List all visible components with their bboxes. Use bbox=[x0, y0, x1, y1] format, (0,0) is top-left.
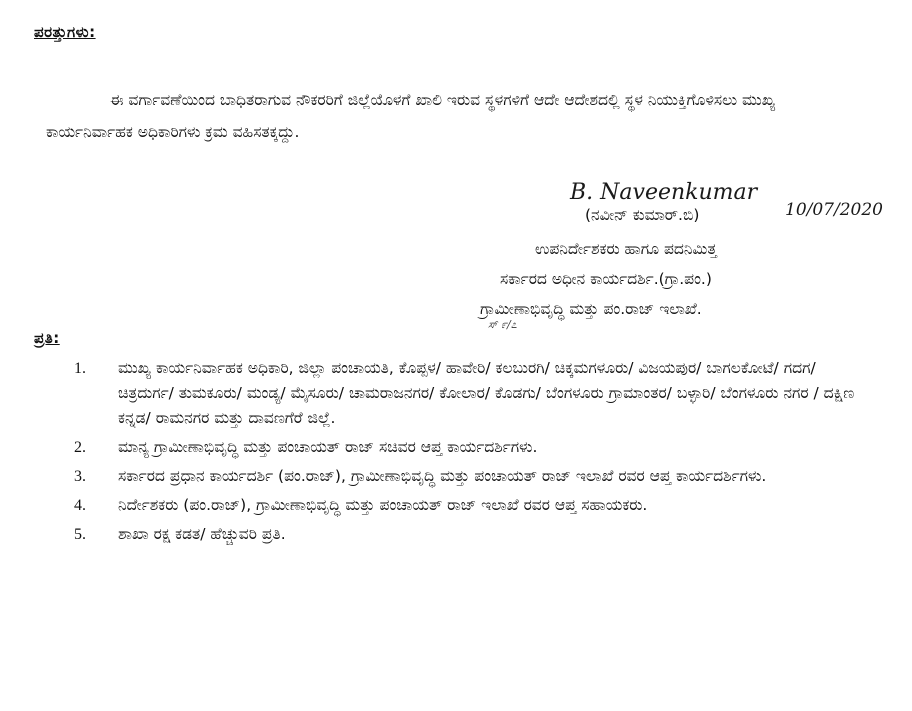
list-item bbox=[74, 464, 874, 489]
list-item bbox=[74, 356, 874, 431]
designation-line-2: ಸರ್ಕಾರದ ಅಧೀನ ಕಾರ್ಯದರ್ಶಿ.(ಗ್ರಾ.ಪಂ.) bbox=[500, 270, 712, 288]
list-item-number: 1. bbox=[74, 360, 86, 377]
handwritten-signature: B. Naveenkumar bbox=[570, 180, 758, 205]
references-heading: ಪರತ್ತುಗಳು: bbox=[34, 23, 96, 41]
designation-line-3: ಗ್ರಾಮೀಣಾಭಿವೃದ್ಧಿ ಮತ್ತು ಪಂ.ರಾಜ್ ಇಲಾಖೆ. bbox=[480, 300, 702, 318]
list-item-number: 4. bbox=[74, 497, 86, 514]
body-paragraph: ಈ ವರ್ಗಾವಣೆಯಿಂದ ಬಾಧಿತರಾಗುವ ನೌಕರರಿಗೆ ಜಿಲ್ಲೆಯೊಳಗೆ ಖಾಲಿ ಇರುವ ಸ್ಥಳಗಳಿಗೆ ಆದೇ ಆದೇಶದಲ್ಲಿ ಸ್ಥಳ ನಿಯುಕ್ತಿಗೊಳಿಸಲು ಮುಖ್ಯ ಕಾರ್ಯನಿರ್ವಾಹಕ ಅಧಿಕಾರಿಗಳು ಕ್ರಮ ವಹಿಸತಕ್ಕದ್ದು. bbox=[46, 91, 776, 141]
handwritten-initials: ಸ್ ೯/೭ bbox=[488, 318, 517, 331]
list-item-number: 3. bbox=[74, 468, 86, 485]
signature-date: 10/07/2020 bbox=[785, 200, 883, 220]
copies-list bbox=[74, 356, 874, 551]
list-item-text: ಮಾನ್ಯ ಗ್ರಾಮೀಣಾಭಿವೃದ್ಧಿ ಮತ್ತು ಪಂಚಾಯತ್ ರಾಜ್ ಸಚಿವರ ಆಪ್ತ ಕಾರ್ಯದರ್ಶಿಗಳು. bbox=[118, 438, 538, 456]
list-item-text: ಮುಖ್ಯ ಕಾರ್ಯನಿರ್ವಾಹಕ ಅಧಿಕಾರಿ, ಜಿಲ್ಲಾ ಪಂಚಾಯತಿ, ಕೊಪ್ಪಳ/ ಹಾವೇರಿ/ ಕಲಬುರಗಿ/ ಚಿಕ್ಕಮಗಳೂರು/ ವಿಜಯಪುರ/ ಬಾಗಲಕೋಟೆ/ ಗದಗ/ ಚಿತ್ರದುರ್ಗ/ ತುಮಕೂರು/ ಮಂಡ್ಯ/ ಮೈಸೂರು/ ಚಾಮರಾಜನಗರ/ ಕೋಲಾರ/ ಕೊಡಗು/ ಬೆಂಗಳೂರು ಗ್ರಾಮಾಂತರ/ ಬಳ್ಳಾರಿ/ ಬೆಂಗಳೂರು ನಗರ / ದಕ್ಷಿಣ ಕನ್ನಡ/ ರಾಮನಗರ ಮತ್ತು ದಾವಣಗೆರೆ ಜಿಲ್ಲೆ. bbox=[118, 359, 855, 427]
list-item bbox=[74, 435, 874, 460]
signatory-name: (ನವೀನ್ ಕುಮಾರ್.ಬಿ) bbox=[585, 206, 700, 224]
list-item-text: ಶಾಖಾ ರಕ್ಷ ಕಡತ/ ಹೆಚ್ಚುವರಿ ಪ್ರತಿ. bbox=[118, 525, 286, 543]
copies-heading: ಪ್ರತಿ: bbox=[34, 329, 60, 347]
list-item bbox=[74, 493, 874, 518]
list-item bbox=[74, 522, 874, 547]
designation-line-1: ಉಪನಿರ್ದೇಶಕರು ಹಾಗೂ ಪದನಿಮಿತ್ತ bbox=[535, 240, 717, 258]
list-item-text: ನಿರ್ದೇಶಕರು (ಪಂ.ರಾಜ್), ಗ್ರಾಮೀಣಾಭಿವೃದ್ಧಿ ಮತ್ತು ಪಂಚಾಯತ್ ರಾಜ್ ಇಲಾಖೆ ರವರ ಆಪ್ತ ಸಹಾಯಕರು. bbox=[118, 496, 648, 514]
list-item-number: 5. bbox=[74, 526, 86, 543]
list-item-number: 2. bbox=[74, 439, 86, 456]
list-item-text: ಸರ್ಕಾರದ ಪ್ರಧಾನ ಕಾರ್ಯದರ್ಶಿ (ಪಂ.ರಾಜ್), ಗ್ರಾಮೀಣಾಭಿವೃದ್ಧಿ ಮತ್ತು ಪಂಚಾಯತ್ ರಾಜ್ ಇಲಾಖೆ ರವರ ಆಪ್ತ ಕಾರ್ಯದರ್ಶಿಗಳು. bbox=[118, 467, 767, 485]
